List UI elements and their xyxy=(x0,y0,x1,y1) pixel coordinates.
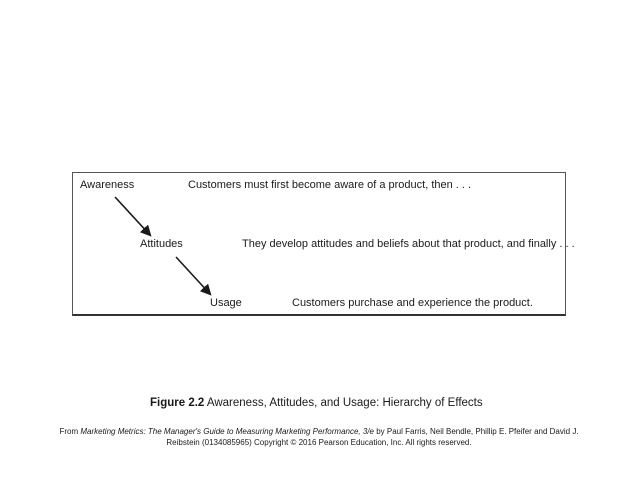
credit-line-2: Reibstein (0134085965) Copyright © 2016 Pearson Education, Inc. All rights reserved. xyxy=(166,438,472,447)
figure-caption xyxy=(150,397,483,409)
stage-label-attitudes: Attitudes xyxy=(140,238,183,250)
stage-description-awareness: Customers must first become aware of a product, then . . . xyxy=(188,179,472,191)
credit-book-title: Marketing Metrics: The Manager's Guide to Measuring Marketing Performance, 3/e xyxy=(80,427,374,436)
credit-line-1 xyxy=(0,426,638,437)
credit-authors: by Paul Farris, Neil Bendle, Phillip E. Pfeifer and David J. xyxy=(374,427,579,436)
credit-prefix: From xyxy=(59,427,81,436)
source-credit xyxy=(0,426,638,448)
stage-description-attitudes: They develop attitudes and beliefs about that product, and finally . . . xyxy=(242,238,575,250)
figure-number: Figure 2.2 xyxy=(150,397,205,409)
stage-label-awareness: Awareness xyxy=(80,179,135,191)
stage-description-usage: Customers purchase and experience the product. xyxy=(292,297,533,309)
figure-title: Awareness, Attitudes, and Usage: Hierarchy of Effects xyxy=(206,397,483,409)
stage-label-usage: Usage xyxy=(210,297,242,309)
